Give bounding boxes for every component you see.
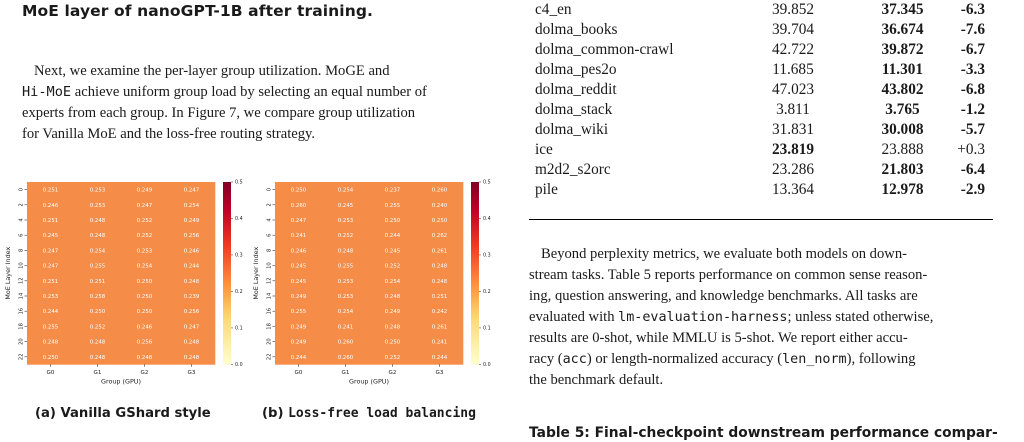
- heatmap-cell-label: 0.248: [431, 278, 448, 285]
- heatmap-cell-label: 0.253: [337, 294, 354, 300]
- x-tick-label: G1: [93, 369, 102, 376]
- delta-cell: -6.7: [960, 41, 985, 58]
- heatmap-cell-label: 0.249: [183, 218, 200, 224]
- x-axis-label: Group (GPU): [101, 377, 141, 386]
- heatmap-cell-label: 0.248: [89, 233, 106, 240]
- y-tick-label: 20: [266, 338, 273, 345]
- value-cell: 39.704: [771, 21, 815, 38]
- right-column: [519, 0, 1024, 442]
- x-tick-label: G3: [187, 369, 196, 376]
- heatmap-cell-label: 0.249: [290, 294, 307, 300]
- dataset-cell: m2d2_s2orc: [535, 161, 611, 178]
- heatmap-cell-label: 0.249: [290, 339, 307, 346]
- heatmap-cell-label: 0.250: [384, 339, 401, 346]
- colorbar: [223, 182, 231, 364]
- heatmap-cell-label: 0.261: [431, 324, 448, 331]
- value-cell: 23.286: [771, 161, 815, 178]
- heatmap-cell-label: 0.248: [384, 324, 401, 331]
- heatmap-cell-label: 0.248: [431, 263, 448, 270]
- y-tick-label: 8: [18, 248, 25, 253]
- value-cell: 39.852: [771, 1, 815, 18]
- table-row: [529, 120, 993, 140]
- heatmap-cell-label: 0.254: [136, 263, 153, 270]
- colorbar: [471, 182, 479, 364]
- y-tick-label: 6: [266, 233, 273, 237]
- group-utilization-paragraph: [22, 61, 492, 145]
- value-cell: 31.831: [771, 121, 815, 138]
- y-tick-label: 2: [18, 203, 25, 207]
- heatmap-cell-label: 0.245: [42, 233, 59, 240]
- heatmap-cell-label: 0.241: [337, 324, 354, 331]
- value-cell: 3.765: [885, 101, 920, 118]
- heatmap-cell-label: 0.248: [89, 218, 106, 224]
- paragraph-line: Beyond perplexity metrics, we evaluate both models on down-: [541, 246, 907, 262]
- y-tick-label: 12: [18, 277, 25, 285]
- heatmap-cell-label: 0.239: [183, 294, 200, 300]
- value-cell: 42.722: [771, 41, 815, 58]
- value-cell: 43.802: [881, 81, 924, 98]
- table-bottom-rule: [529, 219, 993, 220]
- value-cell: 23.888: [881, 141, 924, 158]
- colorbar-tick-label: 0.3: [483, 253, 491, 259]
- heatmap-cell-label: 0.247: [290, 218, 307, 224]
- heatmap-cell-label: 0.253: [136, 248, 153, 255]
- heatmap-cell-label: 0.250: [42, 354, 59, 361]
- heatmap-cell-label: 0.245: [290, 263, 307, 270]
- dataset-cell: dolma_wiki: [535, 121, 609, 138]
- paragraph-line: Next, we examine the per-layer group utilization. MoGE and: [34, 63, 390, 79]
- heatmap-cell-label: 0.246: [290, 248, 307, 255]
- heatmap-cell-label: 0.258: [89, 294, 106, 300]
- dataset-cell: dolma_reddit: [535, 81, 617, 98]
- colorbar-tick-label: 0.5: [235, 180, 243, 186]
- heatmap-cell-label: 0.244: [42, 309, 59, 316]
- heatmap-cell-label: 0.249: [136, 187, 153, 194]
- heatmap-cell-label: 0.253: [42, 294, 59, 300]
- heatmap-cell-label: 0.248: [183, 339, 200, 346]
- heatmap-cell-label: 0.252: [384, 263, 401, 270]
- heatmap-cell-label: 0.237: [384, 187, 401, 194]
- heatmap-cell-label: 0.250: [136, 278, 153, 285]
- heatmap-cell-label: 0.250: [136, 309, 153, 316]
- colorbar-tick-label: 0.4: [483, 216, 491, 222]
- colorbar-tick-label: 0.2: [483, 289, 491, 295]
- paragraph-line: stream tasks. Table 5 reports performance on common sense reason-: [529, 267, 928, 283]
- table-row: [529, 160, 993, 180]
- colorbar-tick-label: 0.1: [235, 326, 243, 332]
- heatmap-cell-label: 0.261: [431, 248, 448, 255]
- heatmap-cell-label: 0.245: [337, 202, 354, 209]
- heatmap-cell-label: 0.256: [183, 309, 200, 316]
- heatmap-cell-label: 0.248: [384, 294, 401, 300]
- delta-cell: -2.9: [960, 181, 985, 198]
- heatmap-cell-label: 0.255: [290, 309, 307, 316]
- delta-cell: -5.7: [960, 121, 985, 138]
- heatmap-cell-label: 0.255: [337, 263, 354, 270]
- left-column: [0, 0, 505, 442]
- y-tick-label: 14: [266, 292, 273, 300]
- heatmap-cell-label: 0.251: [42, 187, 59, 194]
- table-row: [529, 0, 993, 20]
- heatmap-cell-label: 0.253: [89, 187, 106, 194]
- table-row: [529, 60, 993, 80]
- value-cell: 13.364: [771, 181, 815, 198]
- heatmap-cell-label: 0.248: [337, 248, 354, 255]
- heatmap-cell-label: 0.251: [431, 294, 448, 300]
- perplexity-table: [529, 0, 993, 200]
- heatmap-cell-label: 0.247: [183, 187, 200, 194]
- heatmap-vanilla-gshard: [0, 178, 250, 400]
- heatmap-cell-label: 0.248: [89, 339, 106, 346]
- panel-b-label-mono: Loss-free load balancing: [288, 406, 476, 421]
- heatmap-cell-label: 0.253: [89, 202, 106, 209]
- dataset-cell: dolma_pes2o: [535, 61, 617, 78]
- heatmap-cell-label: 0.248: [183, 278, 200, 285]
- heatmap-cell-label: 0.250: [89, 309, 106, 316]
- y-tick-label: 20: [18, 338, 25, 345]
- paragraph-line: ing, question answering, and knowledge benchmarks. All tasks are: [529, 288, 918, 304]
- heatmap-cell-label: 0.247: [42, 263, 59, 270]
- dataset-cell: ice: [535, 141, 553, 158]
- y-axis-label: MoE Layer Index: [252, 246, 260, 300]
- x-axis-label: Group (GPU): [349, 377, 389, 386]
- delta-cell: -6.8: [960, 81, 985, 98]
- heatmap-cell-label: 0.254: [337, 187, 354, 194]
- y-axis-label: MoE Layer Index: [4, 246, 12, 300]
- colorbar-tick-label: 0.1: [483, 326, 491, 332]
- heatmap-cell-label: 0.256: [136, 339, 153, 346]
- heatmap-cell-label: 0.245: [290, 278, 307, 285]
- colorbar-tick-label: 0.5: [483, 180, 491, 186]
- heatmap-cell-label: 0.251: [42, 218, 59, 224]
- paragraph-line: the benchmark default.: [529, 372, 664, 388]
- heatmap-cell-label: 0.250: [384, 218, 401, 224]
- colorbar-tick-label: 0.4: [235, 216, 243, 222]
- paragraph-line: Hi-MoE achieve uniform group load by selecting an equal number of: [22, 84, 427, 100]
- y-tick-label: 2: [266, 203, 273, 207]
- heatmap-cell-label: 0.245: [384, 248, 401, 255]
- dataset-cell: c4_en: [535, 1, 572, 18]
- x-tick-label: G0: [294, 369, 303, 376]
- heatmap-cell-label: 0.249: [384, 309, 401, 316]
- value-cell: 36.674: [881, 21, 924, 38]
- y-tick-label: 4: [18, 218, 25, 222]
- delta-cell: -7.6: [960, 21, 985, 38]
- heatmap-cell-label: 0.251: [89, 278, 106, 285]
- figure-caption-tail: MoE layer of nanoGPT-1B after training.: [22, 2, 374, 20]
- panel-b-label-prefix: (b): [262, 406, 289, 421]
- heatmap-cell-label: 0.252: [89, 324, 106, 331]
- heatmap-cell-label: 0.255: [42, 324, 59, 331]
- heatmap-cell-label: 0.246: [183, 248, 200, 255]
- table-row: [529, 40, 993, 60]
- y-tick-label: 8: [266, 248, 273, 253]
- delta-cell: +0.3: [957, 141, 985, 158]
- value-cell: 3.811: [776, 101, 810, 118]
- heatmap-cell-label: 0.250: [431, 218, 448, 224]
- x-tick-label: G2: [140, 369, 149, 376]
- y-tick-label: 22: [266, 353, 273, 361]
- y-tick-label: 0: [18, 187, 25, 192]
- heatmap-cell-label: 0.252: [136, 233, 153, 240]
- heatmap-cell-label: 0.254: [384, 278, 401, 285]
- heatmap-cell-label: 0.252: [337, 233, 354, 240]
- heatmap-cell-label: 0.255: [384, 202, 401, 209]
- heatmap-loss-free: [248, 178, 498, 400]
- heatmap-cell-label: 0.254: [337, 309, 354, 316]
- paragraph-line: evaluated with lm-evaluation-harness; unless stated otherwise,: [529, 309, 934, 325]
- heatmap-cell-label: 0.240: [431, 202, 448, 209]
- value-cell: 21.803: [881, 161, 924, 178]
- dataset-cell: dolma_books: [535, 21, 618, 38]
- heatmap-cell-label: 0.252: [136, 218, 153, 224]
- heatmap-cell-label: 0.260: [337, 354, 354, 361]
- colorbar-tick-label: 0.3: [235, 253, 243, 259]
- value-cell: 30.008: [881, 121, 924, 138]
- heatmap-cell-label: 0.247: [42, 248, 59, 255]
- value-cell: 11.301: [881, 61, 924, 78]
- value-cell: 12.978: [881, 181, 924, 198]
- heatmap-cell-label: 0.244: [290, 354, 307, 361]
- delta-cell: -1.2: [960, 101, 985, 118]
- heatmap-cell-label: 0.241: [290, 233, 307, 240]
- heatmap-cell-label: 0.253: [337, 278, 354, 285]
- x-tick-label: G1: [341, 369, 350, 376]
- heatmap-cell-label: 0.251: [42, 278, 59, 285]
- delta-cell: -3.3: [960, 61, 985, 78]
- dataset-cell: dolma_common-crawl: [535, 41, 674, 58]
- heatmap-cell-label: 0.247: [183, 324, 200, 331]
- value-cell: 37.345: [881, 1, 924, 18]
- heatmap-cell-label: 0.242: [431, 309, 448, 316]
- y-tick-label: 22: [18, 353, 25, 361]
- heatmap-cell-label: 0.247: [136, 202, 153, 209]
- heatmap-cell-label: 0.244: [384, 233, 401, 240]
- delta-cell: -6.4: [960, 161, 985, 178]
- y-tick-label: 10: [18, 262, 25, 269]
- heatmap-cell-label: 0.246: [136, 324, 153, 331]
- table-row: [529, 20, 993, 40]
- heatmap-cell-label: 0.248: [42, 339, 59, 346]
- table-row: [529, 100, 993, 120]
- heatmap-cell-label: 0.244: [183, 263, 200, 270]
- paragraph-line: racy (acc) or length-normalized accuracy (len_norm), following: [529, 351, 916, 367]
- heatmap-cell-label: 0.248: [183, 354, 200, 361]
- heatmap-cell-label: 0.260: [337, 339, 354, 346]
- heatmap-cell-label: 0.250: [290, 187, 307, 194]
- colorbar-tick-label: 0.0: [483, 362, 491, 368]
- heatmap-cell-label: 0.252: [384, 354, 401, 361]
- table-row: [529, 80, 993, 100]
- panel-b-label: [262, 406, 476, 421]
- paragraph-line: for Vanilla MoE and the loss-free routing strategy.: [22, 126, 316, 142]
- delta-cell: -6.3: [960, 1, 985, 18]
- y-tick-label: 4: [266, 218, 273, 222]
- x-tick-label: G0: [46, 369, 55, 376]
- value-cell: 23.819: [771, 141, 815, 158]
- dataset-cell: pile: [535, 181, 558, 198]
- y-tick-label: 6: [18, 233, 25, 237]
- table-row: [529, 180, 993, 200]
- y-tick-label: 18: [18, 323, 25, 330]
- x-tick-label: G3: [435, 369, 444, 376]
- heatmap-cell-label: 0.248: [136, 354, 153, 361]
- y-tick-label: 16: [266, 307, 273, 315]
- y-tick-label: 14: [18, 292, 25, 300]
- heatmap-cell-label: 0.262: [431, 233, 448, 240]
- value-cell: 47.023: [771, 81, 815, 98]
- heatmap-cell-label: 0.250: [136, 294, 153, 300]
- colorbar-tick-label: 0.2: [235, 289, 243, 295]
- dataset-cell: dolma_stack: [535, 101, 613, 118]
- y-tick-label: 12: [266, 277, 273, 285]
- table5-caption: Table 5: Final-checkpoint downstream performance compar-: [529, 425, 998, 441]
- heatmap-cell-label: 0.246: [42, 202, 59, 209]
- y-tick-label: 0: [266, 187, 273, 192]
- y-tick-label: 10: [266, 262, 273, 269]
- y-tick-label: 16: [18, 307, 25, 315]
- value-cell: 39.872: [881, 41, 924, 58]
- heatmap-cell-label: 0.260: [290, 202, 307, 209]
- value-cell: 11.685: [772, 61, 814, 78]
- heatmap-cell-label: 0.255: [89, 263, 106, 270]
- heatmap-cell-label: 0.248: [89, 354, 106, 361]
- heatmap-cell-label: 0.254: [183, 202, 200, 209]
- heatmap-cell-label: 0.244: [431, 354, 448, 361]
- y-tick-label: 18: [266, 323, 273, 330]
- heatmap-cell-label: 0.254: [89, 248, 106, 255]
- heatmap-cell-label: 0.253: [337, 218, 354, 224]
- heatmap-cell-label: 0.241: [431, 339, 448, 346]
- colorbar-tick-label: 0.0: [235, 362, 243, 368]
- table-row: [529, 140, 993, 160]
- downstream-paragraph: [529, 244, 993, 391]
- heatmap-cell-label: 0.260: [431, 187, 448, 194]
- panel-a-label: (a) Vanilla GShard style: [35, 406, 211, 421]
- x-tick-label: G2: [388, 369, 397, 376]
- paragraph-line: experts from each group. In Figure 7, we compare group utilization: [22, 105, 416, 121]
- heatmap-cell-label: 0.249: [290, 324, 307, 331]
- heatmap-cell-label: 0.256: [183, 233, 200, 240]
- paragraph-line: results are 0-shot, while MMLU is 5-shot. We report either accu-: [529, 330, 908, 346]
